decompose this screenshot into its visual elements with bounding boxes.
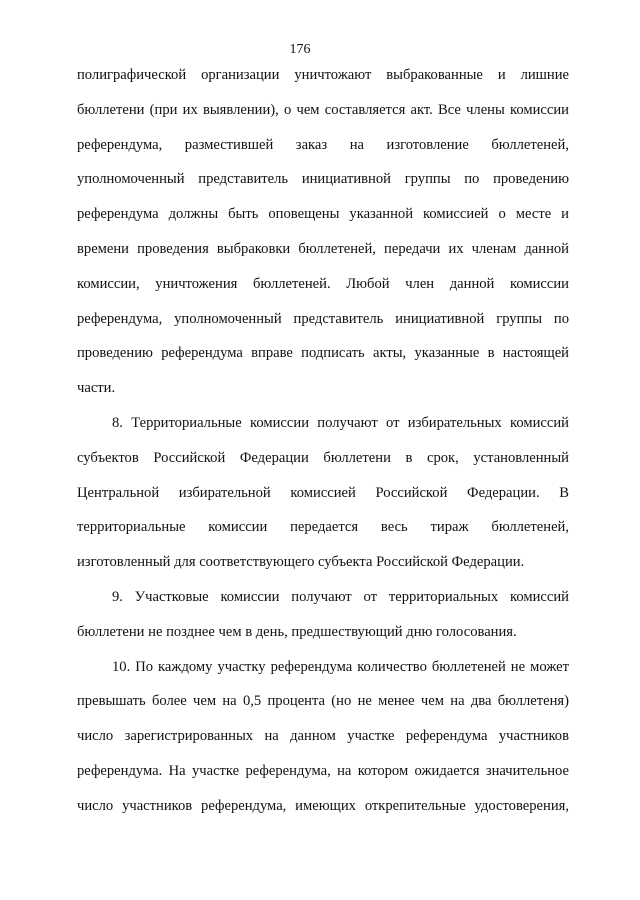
text-line: бюллетени не позднее чем в день, предшествующий дню голосования. xyxy=(77,623,517,640)
text-line: Центральной избирательной комиссией Российской Федерации. В xyxy=(77,484,569,501)
text-line: субъектов Российской Федерации бюллетени в срок, установленный xyxy=(77,449,569,466)
text-line: число участников референдума, имеющих открепительные удостоверения, xyxy=(77,797,569,814)
text-line: 8. Территориальные комиссии получают от избирательных комиссий xyxy=(112,414,569,431)
page-number: 176 xyxy=(289,42,311,57)
text-line: уполномоченный представитель инициативной группы по проведению xyxy=(77,171,569,188)
document-body xyxy=(77,64,569,830)
text-line: бюллетени (при их выявлении), о чем составляется акт. Все члены комиссии xyxy=(77,101,569,118)
text-line: части. xyxy=(77,380,116,397)
text-line: полиграфической организации уничтожают выбракованные и лишние xyxy=(77,67,569,83)
text-line: территориальные комиссии передается весь тираж бюллетеней, xyxy=(77,519,569,536)
text-line: комиссии, уничтожения бюллетеней. Любой член данной комиссии xyxy=(77,275,569,292)
text-line: референдума. На участке референдума, на котором ожидается значительное xyxy=(77,762,569,779)
text-line: число зарегистрированных на данном участке референдума участников xyxy=(77,728,569,745)
text-line: референдума должны быть оповещены указанной комиссией о месте и xyxy=(77,206,569,223)
text-line: превышать более чем на 0,5 процента (но не менее чем на два бюллетеня) xyxy=(77,693,569,710)
text-line: референдума, разместившей заказ на изготовление бюллетеней, xyxy=(77,136,569,153)
text-line: изготовленный для соответствующего субъекта Российской Федерации. xyxy=(77,554,525,571)
text-line: проведению референдума вправе подписать акты, указанные в настоящей xyxy=(77,345,569,362)
text-line: референдума, уполномоченный представитель инициативной группы по xyxy=(77,310,569,327)
text-line: 9. Участковые комиссии получают от территориальных комиссий xyxy=(112,588,569,605)
text-line: времени проведения выбраковки бюллетеней, передачи их членам данной xyxy=(77,240,569,257)
text-line: 10. По каждому участку референдума количество бюллетеней не может xyxy=(112,658,569,675)
